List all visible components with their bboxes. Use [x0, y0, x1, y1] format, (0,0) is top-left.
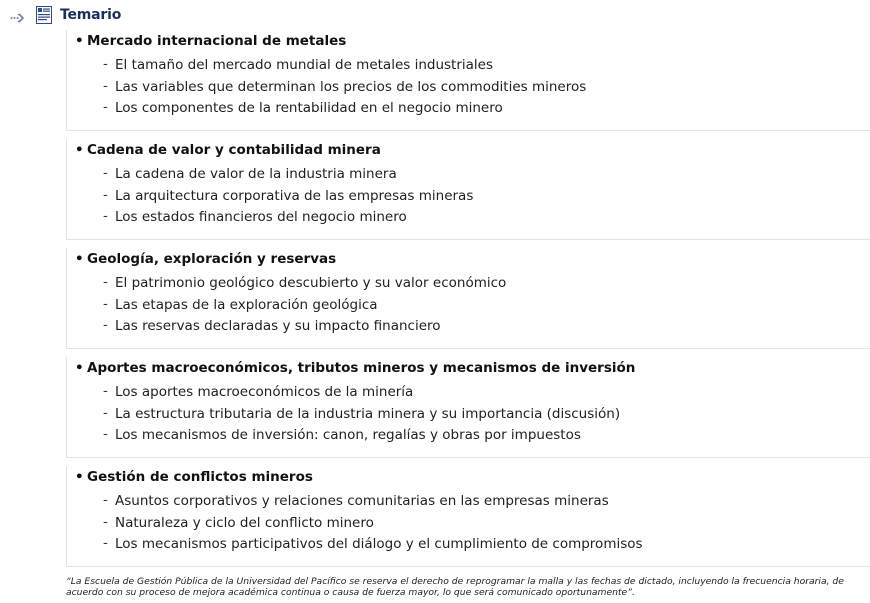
- module-card: [66, 466, 870, 567]
- topic-item: - Las variables que determinan los precios de los commodities mineros: [115, 77, 586, 99]
- module-card: [66, 357, 870, 458]
- module-topics: [115, 273, 506, 338]
- disclaimer-footnote: “La Escuela de Gestión Pública de la Universidad del Pacífico se reserva el derecho de reprogramar la malla y las fechas de dictado, incluyendo la frecuencia horaria, de acuerdo con su proceso de mejora académica continua o causa de fuerza mayor, lo que será comunicado oportunamente”.: [66, 576, 844, 598]
- topic-item: - Asuntos corporativos y relaciones comunitarias en las empresas mineras: [115, 491, 643, 513]
- dotted-arrow-icon: [10, 9, 26, 21]
- syllabus-modules: [66, 30, 870, 575]
- module-title: • Geología, exploración y reservas: [87, 251, 336, 267]
- page-title: Temario: [60, 7, 122, 23]
- topic-item: - El patrimonio geológico descubierto y su valor económico: [115, 273, 506, 295]
- temario-header[interactable]: [10, 4, 121, 26]
- module-topics: [115, 164, 473, 229]
- module-title: • Mercado internacional de metales: [87, 33, 346, 49]
- module-title: • Aportes macroeconómicos, tributos mineros y mecanismos de inversión: [87, 360, 635, 376]
- topic-item: - Los mecanismos participativos del diálogo y el cumplimiento de compromisos: [115, 534, 643, 556]
- topic-item: - Los mecanismos de inversión: canon, regalías y obras por impuestos: [115, 425, 620, 447]
- topic-item: - Las etapas de la exploración geológica: [115, 295, 506, 317]
- module-title: • Gestión de conflictos mineros: [87, 469, 313, 485]
- module-card: [66, 139, 870, 240]
- topic-item: - La arquitectura corporativa de las empresas mineras: [115, 186, 473, 208]
- module-card: [66, 30, 870, 131]
- module-card: [66, 248, 870, 349]
- module-title: • Cadena de valor y contabilidad minera: [87, 142, 381, 158]
- document-icon: [36, 6, 52, 24]
- topic-item: - Los estados financieros del negocio minero: [115, 207, 473, 229]
- topic-item: - El tamaño del mercado mundial de metales industriales: [115, 55, 586, 77]
- module-topics: [115, 491, 643, 556]
- topic-item: - La estructura tributaria de la industria minera y su importancia (discusión): [115, 404, 620, 426]
- topic-item: - Naturaleza y ciclo del conflicto minero: [115, 513, 643, 535]
- topic-item: - Los componentes de la rentabilidad en el negocio minero: [115, 98, 586, 120]
- topic-item: - Las reservas declaradas y su impacto financiero: [115, 316, 506, 338]
- topic-item: - La cadena de valor de la industria minera: [115, 164, 473, 186]
- topic-item: - Los aportes macroeconómicos de la minería: [115, 382, 620, 404]
- module-topics: [115, 382, 620, 447]
- module-topics: [115, 55, 586, 120]
